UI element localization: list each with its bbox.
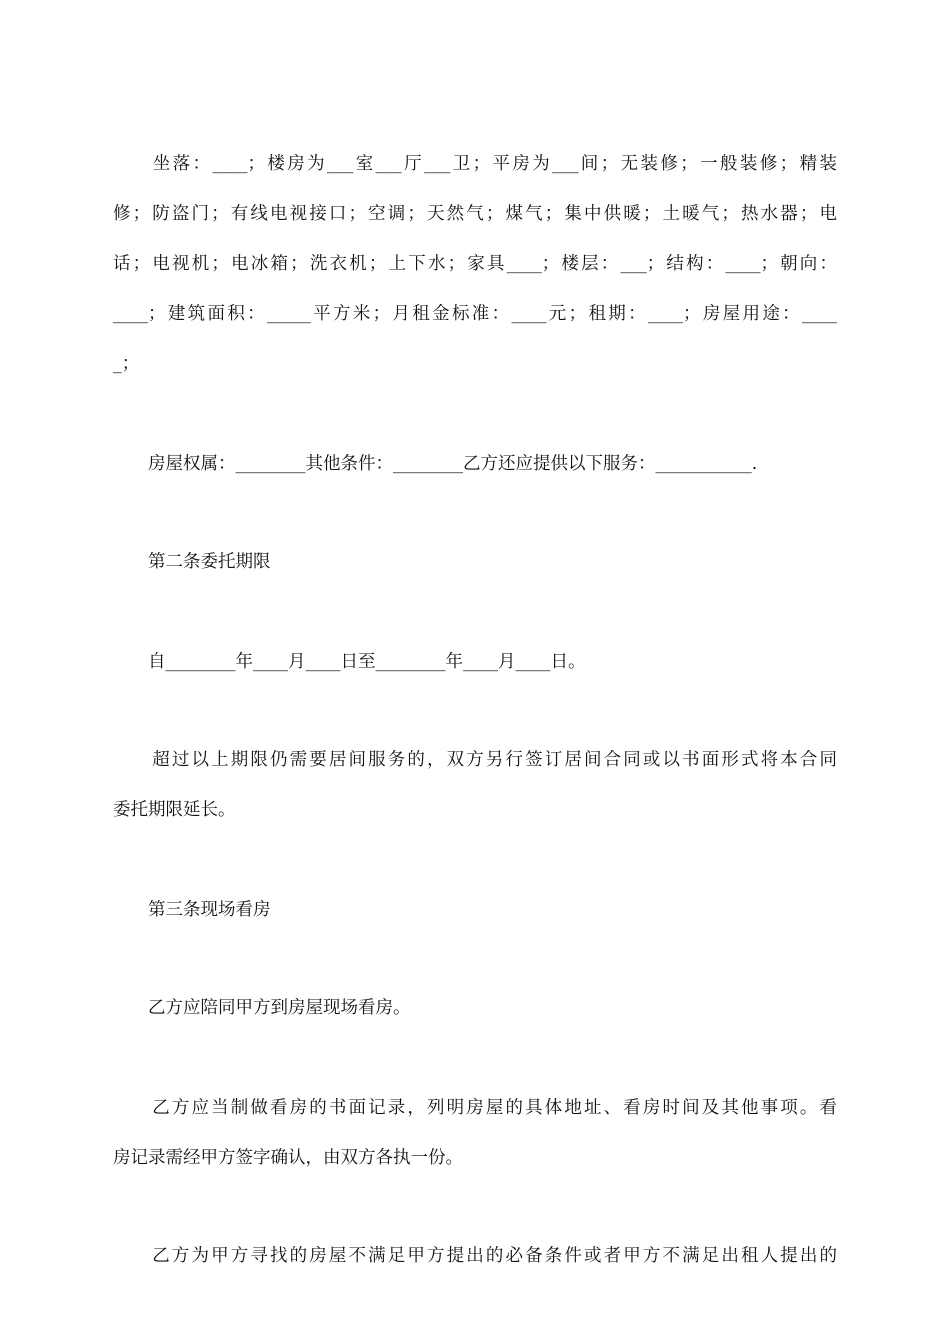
term-dates-line: 自________年____月____日至________年____月____日。 [113, 652, 586, 672]
accompany-line: 乙方应陪同甲方到房屋现场看房。 [113, 998, 411, 1018]
term-extension-line-1: 超过以上期限仍需要居间服务的，双方另行签订居间合同或以书面形式将本合同 [113, 750, 837, 770]
property-details-line-5: _； [113, 354, 140, 374]
property-details-line-2: 修；防盗门；有线电视接口；空调；天然气；煤气；集中供暖；土暖气；热水器；电 [113, 204, 837, 224]
property-details-line-3: 话；电视机；电冰箱；洗衣机；上下水；家具____；楼层：___；结构：____；朝向： [113, 254, 837, 274]
unmet-conditions-line-1: 乙方为甲方寻找的房屋不满足甲方提出的必备条件或者甲方不满足出租人提出的 [113, 1246, 837, 1266]
article-2-heading: 第二条委托期限 [113, 552, 271, 572]
viewing-record-line-2: 房记录需经甲方签字确认，由双方各执一份。 [113, 1148, 463, 1168]
viewing-record-line-1: 乙方应当制做看房的书面记录，列明房屋的具体地址、看房时间及其他事项。看 [113, 1098, 837, 1118]
property-details-line-1: 坐落：____；楼房为___室___厅___卫；平房为___间；无装修；一般装修；精装 [113, 154, 837, 174]
article-3-heading: 第三条现场看房 [113, 900, 271, 920]
property-details-line-4: ____；建筑面积：_____平方米；月租金标准：____元；租期：____；房屋用途：____ [113, 304, 837, 324]
term-extension-line-2: 委托期限延长。 [113, 800, 236, 820]
ownership-line: 房屋权属：________其他条件：________乙方还应提供以下服务：___________. [113, 454, 758, 474]
